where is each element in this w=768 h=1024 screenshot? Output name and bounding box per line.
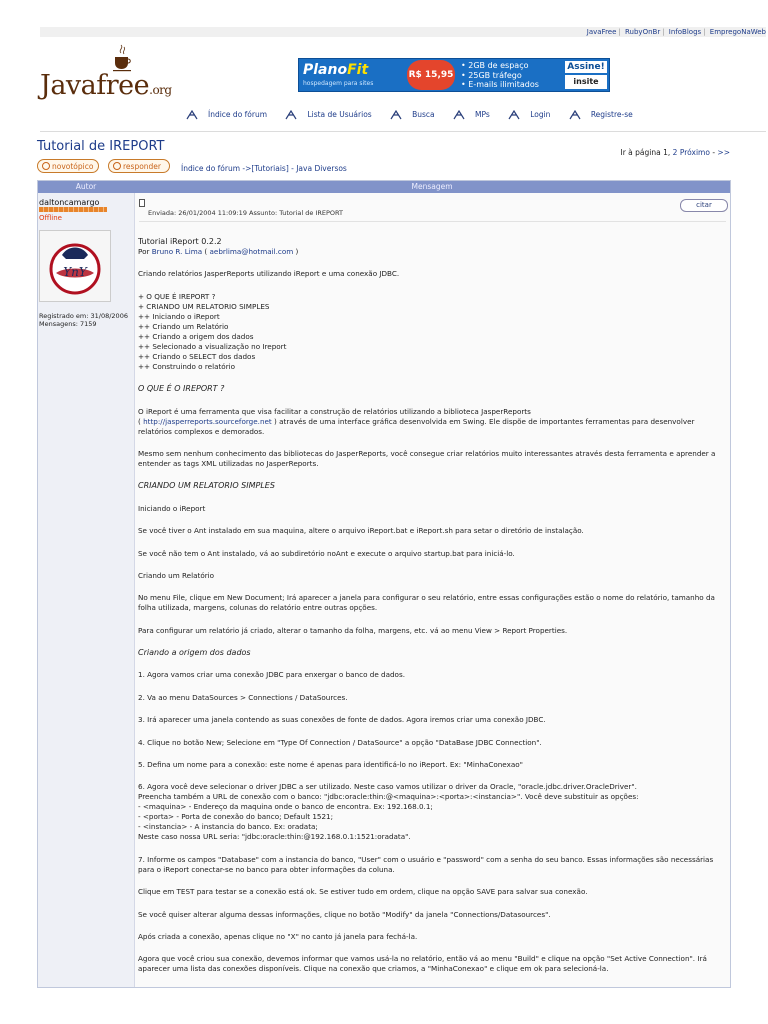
ad-banner[interactable] xyxy=(298,58,610,92)
divider xyxy=(40,131,766,132)
svg-text:YnY: YnY xyxy=(63,265,87,279)
nav-user-list[interactable]: Lista de Usuários xyxy=(285,110,371,120)
breadcrumb[interactable]: Índice do fórum ->[Tutoriais] - Java Diversos xyxy=(181,164,347,173)
quote-button[interactable]: citar xyxy=(680,199,728,212)
paragraph: Se você tiver o Ant instalado em sua maquina, altere o arquivo iReport.bat e iReport.sh para setar o diretório de instalação. xyxy=(138,526,584,536)
section-heading: Criando a origem dos dados xyxy=(138,648,251,658)
current-page: 1 xyxy=(663,148,668,157)
last-page-link[interactable]: >> xyxy=(717,148,730,157)
nav-private-messages[interactable]: MPs xyxy=(453,110,490,120)
paragraph: Clique em TEST para testar se a conexão está ok. Se estiver tudo em ordem, clique na opção SAVE para salvar sua conexão. xyxy=(138,887,588,897)
post-title: Tutorial iReport 0.2.2 xyxy=(138,237,222,246)
author-link[interactable]: Bruno R. Lima xyxy=(151,247,203,256)
main-nav xyxy=(186,110,649,124)
post-meta: Enviada: 26/01/2004 11:09:19 Assunto: Tutorial de IREPORT xyxy=(148,209,343,217)
subheading: Iniciando o iReport xyxy=(138,503,206,513)
paragraph: Para configurar um relatório já criado, alterar o tamanho da folha, margens, etc. vá ao menu View > Report Properties. xyxy=(138,625,568,635)
banner-tagline: hospedagem para sites xyxy=(303,80,374,87)
duke-icon xyxy=(285,110,297,120)
divider xyxy=(139,221,726,222)
step: 3. Irá aparecer uma janela contendo as suas conexões de fonte de dados. Agora iremos criar uma conexão JDBC. xyxy=(138,715,546,725)
paragraph: Se você quiser alterar alguma dessas informações, clique no botão "Modify" da janela "Connections/Datasources". xyxy=(138,909,551,919)
banner-brand: PlanoFit xyxy=(303,62,369,78)
post-table xyxy=(37,180,731,988)
avatar xyxy=(39,230,111,302)
author-info: Registrado em: 31/08/2006 Mensagens: 7159 xyxy=(39,312,128,328)
list-item: ++ Criando um Relatório xyxy=(138,321,229,331)
section-heading: O QUE É O IREPORT ? xyxy=(138,384,225,394)
list-item: ++ Criando a origem dos dados xyxy=(138,331,254,341)
nav-register[interactable]: Registre-se xyxy=(569,110,633,120)
nav-search[interactable]: Busca xyxy=(390,110,435,120)
link-infoblogs[interactable]: InfoBlogs xyxy=(668,28,702,36)
paragraph: Mesmo sem nenhum conhecimento das bibliotecas do JasperReports, você consegue criar relatórios muito interessantes através desta ferramenta e aprender a entender as tags XML utilizadas no JasperReports. xyxy=(138,448,716,468)
paragraph: Agora que você criou sua conexão, devemos informar que vamos usá-la no relatório, então vá ao menu "Build" e clique na opção "Set Active Connection". Irá aparecer uma lista das conexões disponíveis. Clique na conexão que criamos, a "MinhaConexao" e clique em ok para selecioná-la. xyxy=(138,954,707,974)
list-item: ++ Criando o SELECT dos dados xyxy=(138,351,256,361)
network-links: JavaFree | RubyOnBr | InfoBlogs | EmpregoNaWeb xyxy=(586,28,766,36)
step: 1. Agora vamos criar uma conexão JDBC para enxergar o banco de dados. xyxy=(138,670,405,680)
paragraph: No menu File, clique em New Document; Irá aparecer a janela para configurar o seu relatório, entre essas configurações estão o nome do relatório, tamanho da folha utilizada, margens, colunas do relatório entre outras opções. xyxy=(138,593,715,613)
step: 6. Agora você deve selecionar o driver JDBC a ser utilizado. Neste caso vamos utilizar o driver da Oracle, "oracle.jdbc.driver.OracleDriver". Preencha também a URL de conexão com o banco: "jdbc:oracle:thin:@<maquina>:<porta>:<instancia>". Você deve substituir as opções: - <maquina> - Endereço da maquina onde o banco de encontra. Ex: 192.168.0.1; - <porta> - Porta de conexão do banco; Default 1521; - <instancia> - A instancia do banco. Ex: oradata; Neste caso nossa URL seria: "jdbc:oracle:thin:@192.168.0.1:1521:oradata". xyxy=(138,782,639,842)
pagination: Ir à página 1, 2 Próximo - >> xyxy=(620,148,730,157)
header-author: Autor xyxy=(75,182,97,191)
message-column xyxy=(135,193,730,987)
step: 2. Va ao menu DataSources > Connections / DataSources. xyxy=(138,692,348,702)
paragraph: O iReport é uma ferramenta que visa facilitar a construção de relatórios utilizando a biblioteca JasperReports ( http://jasperreports.sourceforge.net ) através de uma interface gráfica desenvolvida em Swing. Ele dispõe de importantes ferramentas para desenvolver relatórios complexos e demorados. xyxy=(138,406,695,436)
site-logo[interactable] xyxy=(40,44,172,106)
page-title[interactable]: Tutorial de IREPORT xyxy=(37,139,165,154)
rank-bar xyxy=(39,207,107,212)
banner-features: • 2GB de espaço • 25GB tráfego • E-mails ilimitados xyxy=(461,61,539,89)
link-rubyonbr[interactable]: RubyOnBr xyxy=(625,28,661,36)
list-item: ++ Construindo o relatório xyxy=(138,361,236,371)
duke-icon xyxy=(186,110,198,120)
step: 5. Defina um nome para a conexão: este nome é apenas para identificá-lo no iReport. Ex: "MinhaConexao" xyxy=(138,760,523,770)
table-of-contents xyxy=(138,292,726,372)
post-icon[interactable] xyxy=(139,199,145,207)
step: 4. Clique no botão New; Selecione em "Type Of Connection / DataSource" a opção "DataBase JDBC Connection". xyxy=(138,737,542,747)
email-link[interactable]: aebrlima@hotmail.com xyxy=(209,247,294,256)
post-intro: Criando relatórios JasperReports utilizando iReport e uma conexão JDBC. xyxy=(138,269,400,279)
jasper-link[interactable]: http://jasperreports.sourceforge.net xyxy=(143,416,272,426)
post-body xyxy=(138,237,726,987)
status-badge: Offline xyxy=(39,214,62,222)
nav-login[interactable]: Login xyxy=(508,110,550,120)
link-empregonaweb[interactable]: EmpregoNaWeb xyxy=(709,28,766,36)
page-2-link[interactable]: 2 xyxy=(672,148,678,157)
subheading: Criando um Relatório xyxy=(138,570,215,580)
section-heading: CRIANDO UM RELATORIO SIMPLES xyxy=(138,481,275,491)
list-item: + CRIANDO UM RELATORIO SIMPLES xyxy=(138,301,270,311)
banner-partner-logo: insite xyxy=(565,75,607,89)
banner-price: R$ 15,95 xyxy=(407,60,455,90)
list-item: ++ Iniciando o iReport xyxy=(138,311,220,321)
reply-button[interactable]: responder xyxy=(108,159,170,173)
step: 7. Informe os campos "Database" com a instancia do banco, "User" com o usuário e "password" com a senha do seu banco. Essas informações são necessárias para o iReport conectar-se no banco para obter informações da coluna. xyxy=(138,854,714,874)
coffee-cup-icon xyxy=(112,44,132,72)
duke-icon xyxy=(390,110,402,120)
banner-cta[interactable]: Assine! xyxy=(565,61,607,73)
duke-icon xyxy=(569,110,581,120)
new-topic-button[interactable]: novotópico xyxy=(37,159,99,173)
duke-icon xyxy=(453,110,465,120)
paragraph: Se você não tem o Ant instalado, vá ao subdiretório noAnt e execute o arquivo startup.bat para iniciá-lo. xyxy=(138,548,515,558)
duke-icon xyxy=(508,110,520,120)
list-item: ++ Selecionado a visualização no Ireport xyxy=(138,341,287,351)
author-column xyxy=(38,193,135,987)
new-topic-icon xyxy=(42,162,50,170)
link-javafree[interactable]: JavaFree xyxy=(586,28,617,36)
paragraph: Após criada a conexão, apenas clique no "X" no canto já janela para fechá-la. xyxy=(138,931,418,941)
table-header xyxy=(38,181,730,193)
next-page-link[interactable]: Próximo xyxy=(679,148,710,157)
post-byline: Por Bruno R. Lima ( aebrlima@hotmail.com ) xyxy=(138,247,299,256)
reply-icon xyxy=(113,162,121,170)
author-name[interactable]: daltoncamargo xyxy=(39,198,100,207)
header-message: Mensagem xyxy=(411,182,453,191)
list-item: + O QUE É IREPORT ? xyxy=(138,291,216,301)
logo-text: Javafree.org xyxy=(40,70,172,101)
nav-forum-index[interactable]: Índice do fórum xyxy=(186,110,267,120)
